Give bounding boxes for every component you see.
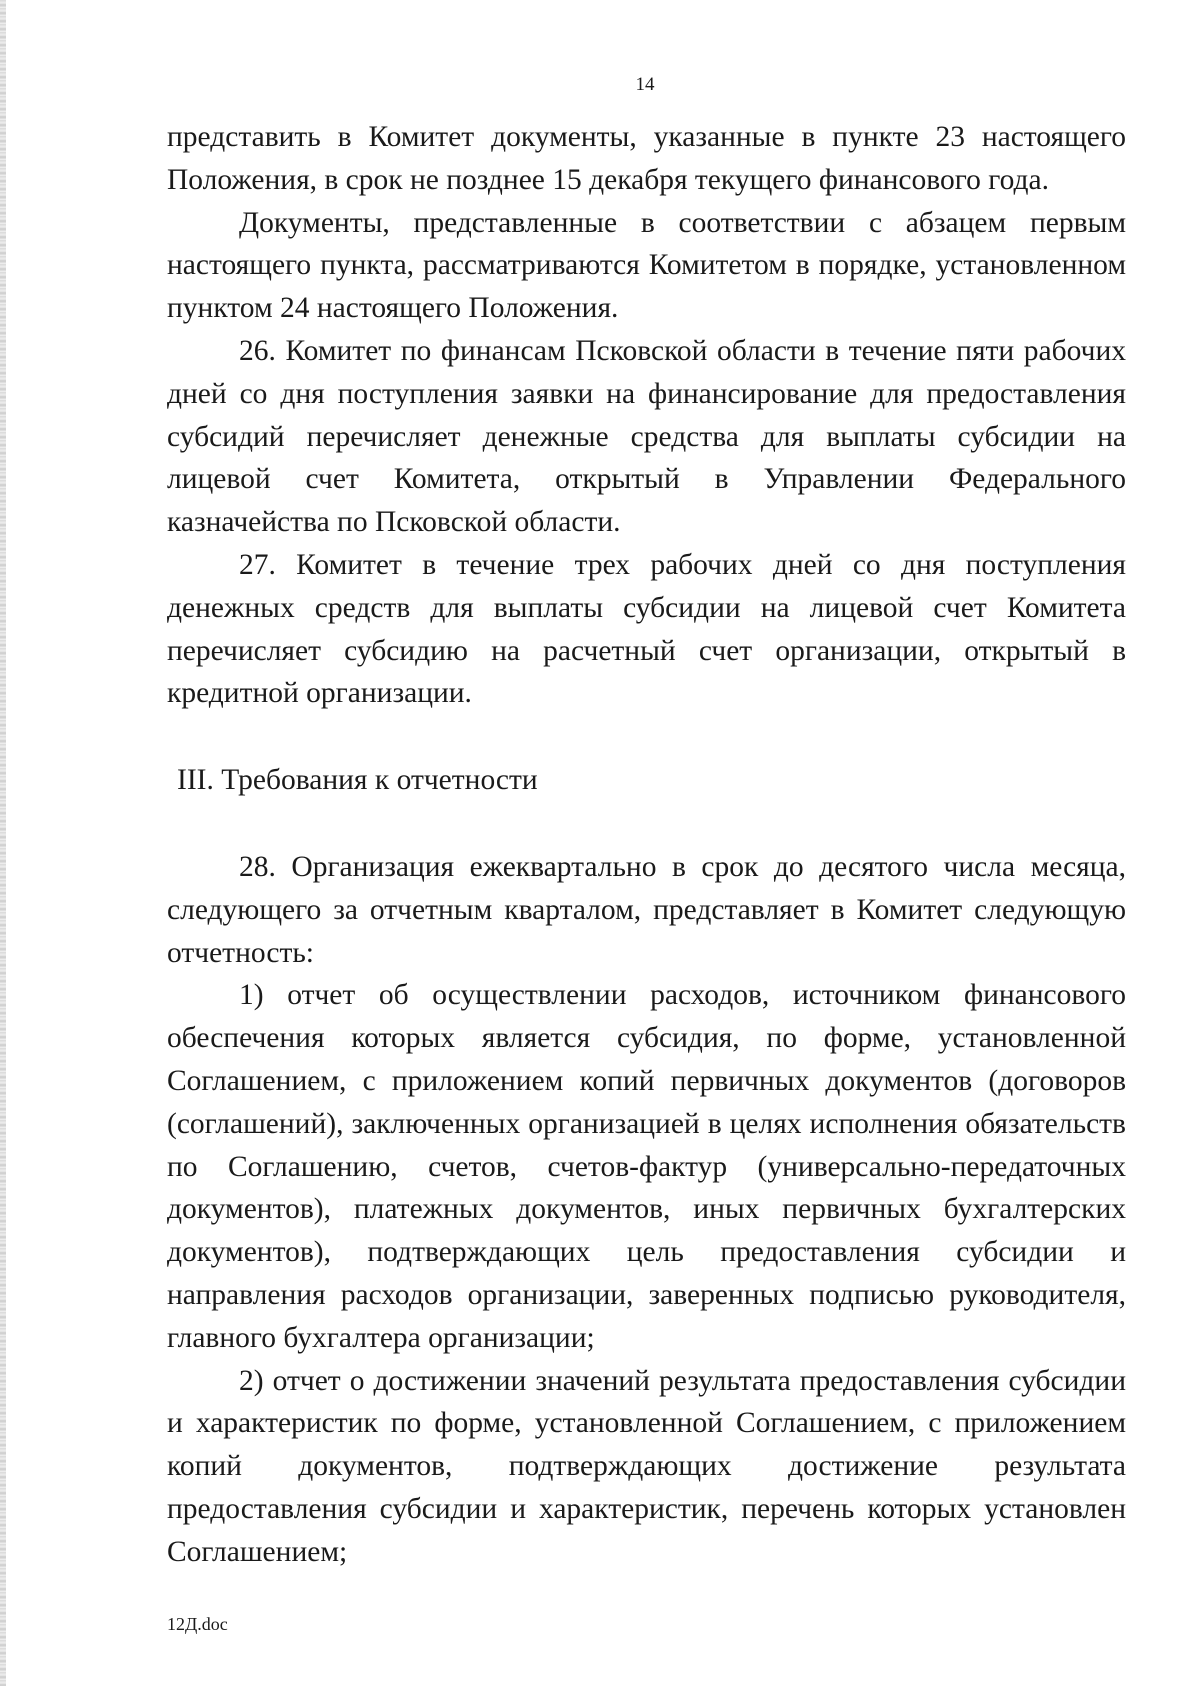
paragraph-item-27: 27. Комитет в течение трех рабочих дней со дня поступления денежных средств для выплаты субсидии на лицевой счет Комитета перечисляет субсидию на расчетный счет организации, открытый в кредитной организации.: [167, 548, 1126, 710]
document-body: [167, 116, 1126, 1574]
spacer: [167, 802, 1126, 846]
paragraph-subitem-2: 2) отчет о достижении значений результата предоставления субсидии и характеристик по форме, установленной Соглашением, с приложением копий документов, подтверждающих достижение результата предоставления субсидии и характеристик, перечень которых установлен Соглашением;: [167, 1364, 1126, 1568]
footer-filename: 12Д.doc: [167, 1614, 228, 1634]
paragraph-item-28: 28. Организация ежеквартально в срок до десятого числа месяца, следующего за отчетным кварталом, представляет в Комитет следующую отчетность:: [167, 850, 1126, 969]
page-number: 14: [635, 74, 655, 95]
spacer: [167, 715, 1126, 759]
scan-edge: [0, 0, 6, 1686]
paragraph-subitem-1: 1) отчет об осуществлении расходов, источником финансового обеспечения которых является субсидия, по форме, установленной Соглашением, с приложением копий первичных документов (договоров (соглашений), заключенных организацией в целях исполнения обязательств по Соглашению, счетов, счетов-фактур (универсально-передаточных документов), платежных документов, иных первичных бухгалтерских документов), подтверждающих цель предоставления субсидии и направления расходов организации, заверенных подписью руководителя, главного бухгалтера организации;: [167, 979, 1126, 1354]
paragraph-item-26: 26. Комитет по финансам Псковской области в течение пяти рабочих дней со дня поступления заявки на финансирование для предоставления субсидий перечисляет денежные средства для выплаты субсидии на лицевой счет Комитета, открытый в Управлении Федерального казначейства по Псковской области.: [167, 334, 1126, 539]
paragraph: Документы, представленные в соответствии с абзацем первым настоящего пункта, рассматриваются Комитетом в порядке, установленном пунктом 24 настоящего Положения.: [167, 206, 1126, 325]
section-heading: III. Требования к отчетности: [177, 764, 538, 797]
paragraph: представить в Комитет документы, указанные в пункте 23 настоящего Положения, в срок не позднее 15 декабря текущего финансового года.: [167, 121, 1126, 196]
